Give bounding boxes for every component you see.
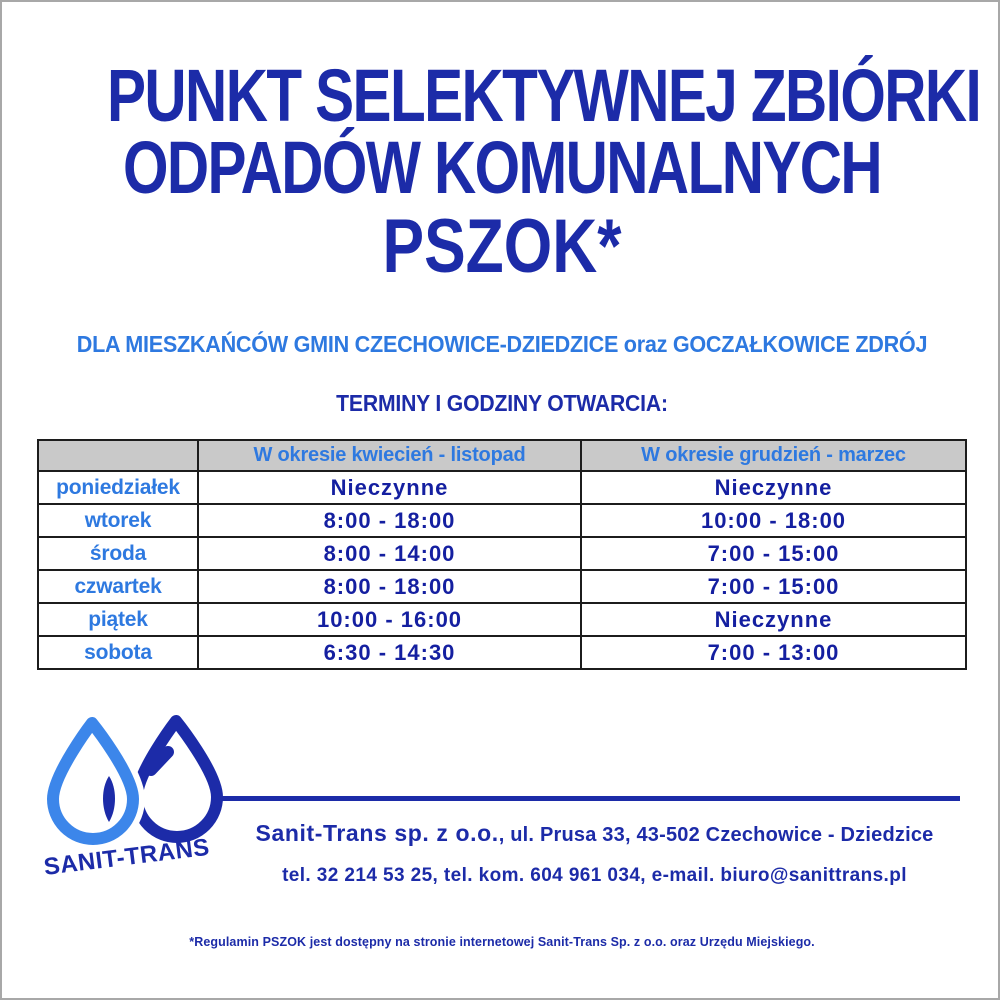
day-label: czwartek: [38, 570, 198, 603]
contact-info: tel. 32 214 53 25, tel. kom. 604 961 034, e-mail. biuro@sanittrans.pl: [282, 865, 907, 886]
table-header-row: [38, 440, 966, 471]
day-label: poniedziałek: [38, 471, 198, 504]
footer-divider: [220, 796, 960, 801]
hours-period2: Nieczynne: [581, 603, 966, 636]
table-row: [38, 636, 966, 669]
opening-hours-table: [37, 439, 967, 670]
water-drop-dark-icon: [137, 721, 217, 837]
hours-period1: 6:30 - 14:30: [198, 636, 581, 669]
title-line-1: PUNKT SELEKTYWNEJ ZBIÓRKI: [107, 54, 981, 137]
table-row: [38, 537, 966, 570]
table-row: [38, 570, 966, 603]
day-label: piątek: [38, 603, 198, 636]
hours-period1: Nieczynne: [198, 471, 581, 504]
column-header-april-november: W okresie kwiecień - listopad: [198, 440, 581, 471]
title-line-2: ODPADÓW KOMUNALNYCH: [122, 126, 882, 209]
hours-period1: 10:00 - 16:00: [198, 603, 581, 636]
table-row: [38, 471, 966, 504]
day-label: środa: [38, 537, 198, 570]
hours-period1: 8:00 - 14:00: [198, 537, 581, 570]
hours-period2: 10:00 - 18:00: [581, 504, 966, 537]
droplet-leaf-icon: [103, 776, 115, 822]
hours-period1: 8:00 - 18:00: [198, 504, 581, 537]
column-header-empty: [38, 440, 198, 471]
title-pszok: PSZOK*: [382, 204, 622, 289]
water-drop-light-icon: [53, 723, 133, 839]
day-label: wtorek: [38, 504, 198, 537]
regulamin-footnote: *Regulamin PSZOK jest dostępny na stronie internetowej Sanit-Trans Sp. z o.o. oraz Urzędu Miejskiego.: [189, 935, 815, 949]
day-label: sobota: [38, 636, 198, 669]
company-address: [217, 820, 972, 847]
audience-subtitle: DLA MIESZKAŃCÓW GMIN CZECHOWICE-DZIEDZICE oraz GOCZAŁKOWICE ZDRÓJ: [76, 331, 928, 357]
logo-wordmark: SANIT-TRANS: [42, 833, 212, 881]
hours-period2: Nieczynne: [581, 471, 966, 504]
table-row: [38, 504, 966, 537]
page-title: [2, 54, 1000, 289]
hours-period2: 7:00 - 15:00: [581, 570, 966, 603]
company-address-rest: , ul. Prusa 33, 43-502 Czechowice - Dziedzice: [498, 824, 934, 846]
hours-period2: 7:00 - 15:00: [581, 537, 966, 570]
hours-period2: 7:00 - 13:00: [581, 636, 966, 669]
column-header-december-march: W okresie grudzień - marzec: [581, 440, 966, 471]
table-row: [38, 603, 966, 636]
hours-period1: 8:00 - 18:00: [198, 570, 581, 603]
company-name: Sanit-Trans sp. z o.o.: [255, 820, 499, 846]
opening-hours-heading: TERMINY I GODZINY OTWARCIA:: [336, 390, 668, 416]
